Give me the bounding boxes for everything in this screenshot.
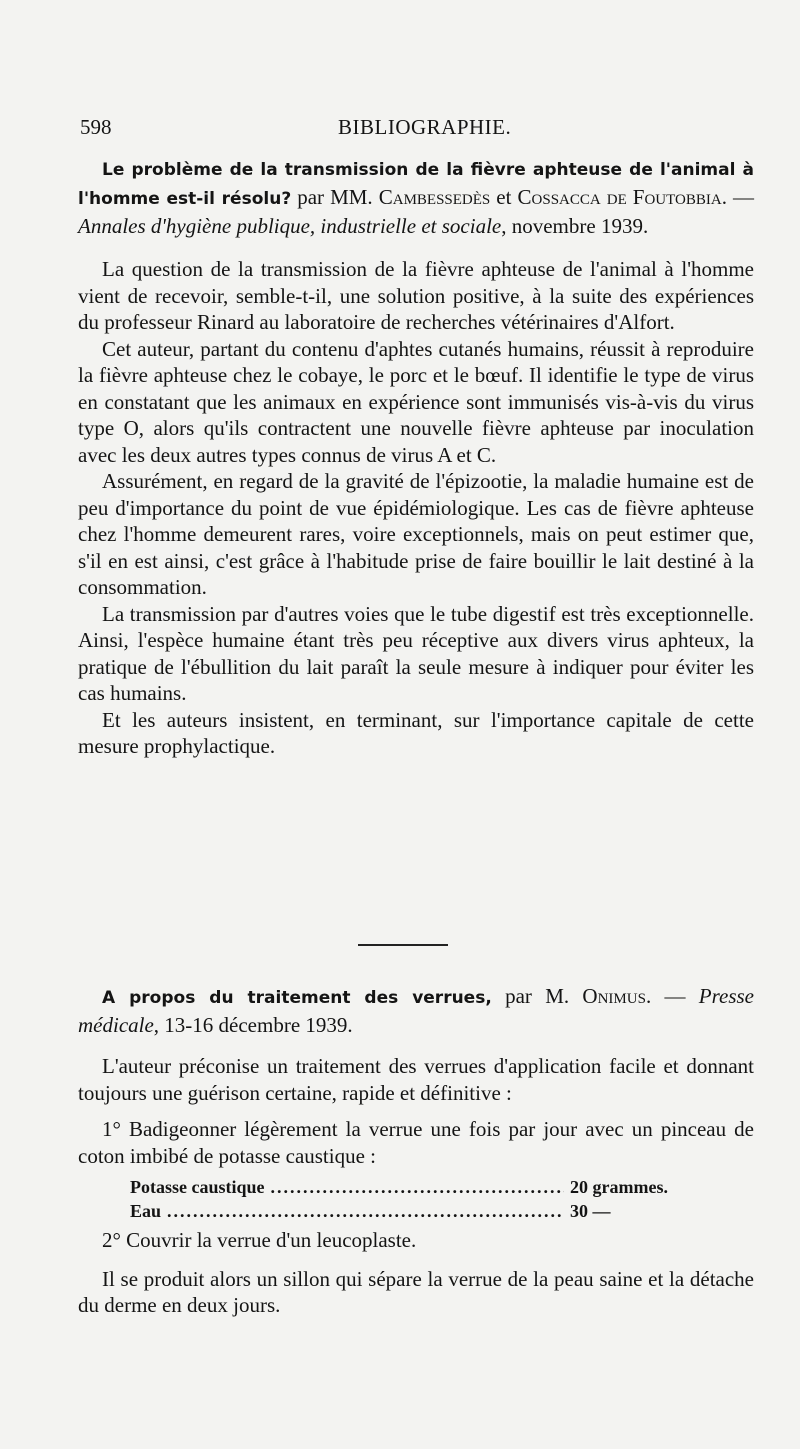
article-1 — [78, 155, 754, 760]
article-1-author-1: Cambessedès — [378, 185, 491, 209]
recipe-value: 20 grammes. — [570, 1177, 668, 1197]
article-1-paragraph: Et les auteurs insistent, en terminant, sur l'importance capitale de cette mesure prophylactique. — [78, 707, 754, 758]
recipe-value: 30 — — [570, 1201, 611, 1221]
article-2-title: A propos du traitement des verrues, — [102, 988, 492, 1008]
article-2-date: , 13-16 décembre 1939. — [153, 1013, 353, 1037]
recipe-label: Potasse caustique — [130, 1177, 265, 1197]
recipe-table — [130, 1175, 700, 1223]
article-1-paragraph: Cet auteur, partant du contenu d'aphtes cutanés humains, réussit à reproduire la fièvre aphteuse chez le cobaye, le porc et le bœuf. Il identifie le type de virus en constatant que les animaux en expérience sont immunisés vis-à-vis du virus type O, alors qu'ils contractent une nouvelle fièvre aphteuse par inoculation avec les deux autres types connus de virus A et C. — [78, 336, 754, 467]
article-1-title: Le problème de la transmission de la fièvre aphteuse de l'animal à l'homme est-il résolu? — [78, 160, 754, 209]
article-2-author: Onimus — [582, 984, 646, 1008]
article-2-step-1: 1° Badigeonner légèrement la verrue une fois par jour avec un pinceau de coton imbibé de potasse caustique : — [78, 1117, 754, 1168]
article-1-journal: Annales d'hygiène publique, industrielle et sociale — [78, 214, 502, 238]
page-number: 598 — [80, 115, 112, 139]
article-1-paragraph: Assurément, en regard de la gravité de l'épizootie, la maladie humaine est de peu d'importance du point de vue épidémiologique. Les cas de fièvre aphteuse chez l'homme demeurent rares, voire exceptionnels, mais on peut estimer que, s'il en est ainsi, c'est grâce à l'habitude prise de faire bouillir le lait destiné à la consommation. — [78, 469, 754, 599]
article-1-dash: . — — [721, 185, 754, 209]
article-2-dash: . — — [645, 984, 699, 1008]
running-title: BIBLIOGRAPHIE. — [338, 115, 512, 139]
article-1-author-2: Cossacca de Foutobbia — [517, 185, 722, 209]
article-1-date: , novembre 1939. — [501, 214, 649, 238]
article-2-by: par M. — [491, 984, 583, 1008]
article-2 — [78, 983, 754, 1319]
recipe-row — [130, 1175, 700, 1199]
article-2-conclusion: Il se produit alors un sillon qui sépare la verrue de la peau saine et la détache du derme en deux jours. — [78, 1266, 754, 1317]
article-1-and: et — [490, 185, 518, 209]
article-2-journal: Presse médicale — [78, 984, 754, 1037]
article-2-citation — [78, 983, 754, 1039]
leader-dots — [167, 1199, 564, 1223]
recipe-label: Eau — [130, 1201, 162, 1221]
article-1-by: par MM. — [291, 185, 379, 209]
article-2-intro: L'auteur préconise un traitement des verrues d'application facile et donnant toujours une guérison certaine, rapide et définitive : — [78, 1054, 754, 1105]
section-divider — [358, 944, 448, 946]
leader-dots — [271, 1175, 565, 1199]
article-1-paragraph: La question de la transmission de la fièvre aphteuse de l'animal à l'homme vient de recevoir, semble-t-il, une solution positive, à la suite des expériences du professeur Rinard au laboratoire de recherches vétérinaires d'Alfort. — [78, 257, 754, 334]
article-2-step-2: 2° Couvrir la verrue d'un leucoplaste. — [102, 1228, 417, 1252]
article-1-citation — [78, 155, 754, 240]
article-1-paragraph: La transmission par d'autres voies que le tube digestif est très exceptionnelle. Ainsi, l'espèce humaine étant très peu réceptive aux divers virus aphteux, la pratique de l'ébullition du lait paraît la seule mesure à indiquer pour éviter les cas humains. — [78, 601, 754, 705]
recipe-row — [130, 1199, 700, 1223]
